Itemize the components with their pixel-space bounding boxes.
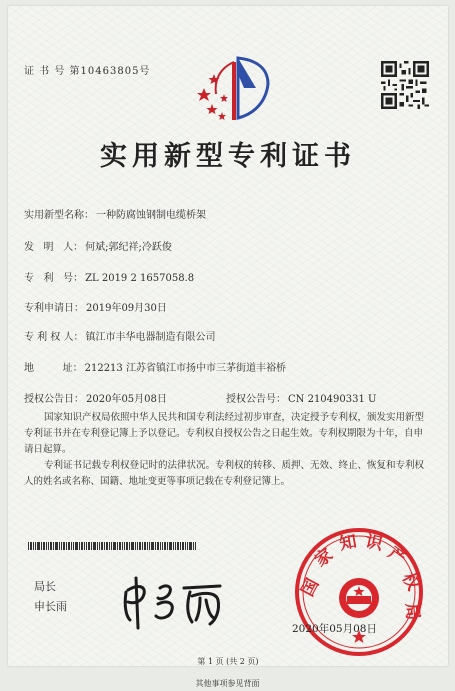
certificate-number: 证 书 号 第10463805号 — [24, 66, 151, 77]
certificate-sheet — [8, 6, 448, 666]
patentee-value: 镇江市丰华电器制造有限公司 — [85, 332, 216, 343]
seal-date: 2020年05月08日 — [292, 623, 377, 635]
filing-date-label: 专利申请日： — [24, 303, 84, 314]
page-number: 第 1 页 (共 2 页) — [197, 657, 259, 666]
utility-model-name-row — [24, 206, 206, 221]
legal-status-paragraph: 专利证书记载专利权登记时的法律状况。专利权的转移、质押、无效、终止、恢复和专利权人的姓名或名称、国籍、地址变更等事项记载在专利登记簿上。 — [24, 460, 425, 487]
svg-text:知: 知 — [338, 531, 359, 555]
utility-model-name-value: 一种防腐蚀钢制电缆桥架 — [96, 210, 206, 221]
patentee-row — [24, 328, 216, 343]
announcement-number-value: CN 210490331 U — [288, 394, 377, 405]
svg-text:国: 国 — [297, 575, 324, 600]
document-title: 实用新型专利证书 — [100, 141, 356, 172]
address-label: 地 址： — [24, 363, 83, 374]
svg-text:产: 产 — [384, 542, 410, 570]
signatory-name: 申长雨 — [34, 600, 67, 613]
inventor-label: 发 明 人： — [24, 242, 84, 253]
patentee-label: 专 利 权 人： — [24, 332, 84, 343]
footer-note: 其他事项参见背面 — [195, 679, 260, 688]
address-value: 212213 江苏省镇江市扬中市三茅街道丰裕桥 — [84, 363, 286, 374]
svg-text:识: 识 — [363, 531, 385, 555]
svg-text:局: 局 — [401, 602, 423, 621]
barcode-icon — [28, 542, 196, 550]
filing-date-value: 2019年09月30日 — [86, 303, 167, 314]
handwritten-signature-icon — [120, 572, 240, 632]
announcement-number-label: 授权公告号： — [226, 394, 286, 405]
grant-statement-paragraph: 国家知识产权局依照中华人民共和国专利法经过初步审查，决定授予专利权，颁发实用新型专利证书并在专利登记簿上予以登记。专利权自授权公告之日起生效。专利权期限为十年，自申请日起算。 — [24, 412, 425, 455]
signatory-role: 局长 — [34, 580, 56, 593]
svg-text:权: 权 — [397, 569, 424, 594]
utility-model-name-label: 实用新型名称： — [24, 210, 94, 221]
announcement-date-label: 授权公告日： — [24, 394, 84, 405]
svg-text:家: 家 — [311, 544, 337, 572]
address-row — [24, 359, 286, 374]
inventor-value: 何斌;郭纪祥;冷跃俊 — [85, 242, 172, 253]
inventor-row — [24, 238, 172, 253]
official-red-seal-icon — [293, 526, 425, 658]
announcement-number-row — [226, 390, 376, 405]
filing-date-row — [24, 299, 167, 314]
patent-number-row — [24, 269, 194, 284]
patent-office-logo-icon — [194, 54, 278, 126]
patent-number-label: 专 利 号： — [24, 273, 84, 284]
qr-code-icon — [381, 61, 429, 109]
patent-number-value: ZL 2019 2 1657058.8 — [85, 273, 195, 284]
announcement-date-row — [24, 390, 167, 405]
announcement-date-value: 2020年05月08日 — [86, 394, 167, 405]
